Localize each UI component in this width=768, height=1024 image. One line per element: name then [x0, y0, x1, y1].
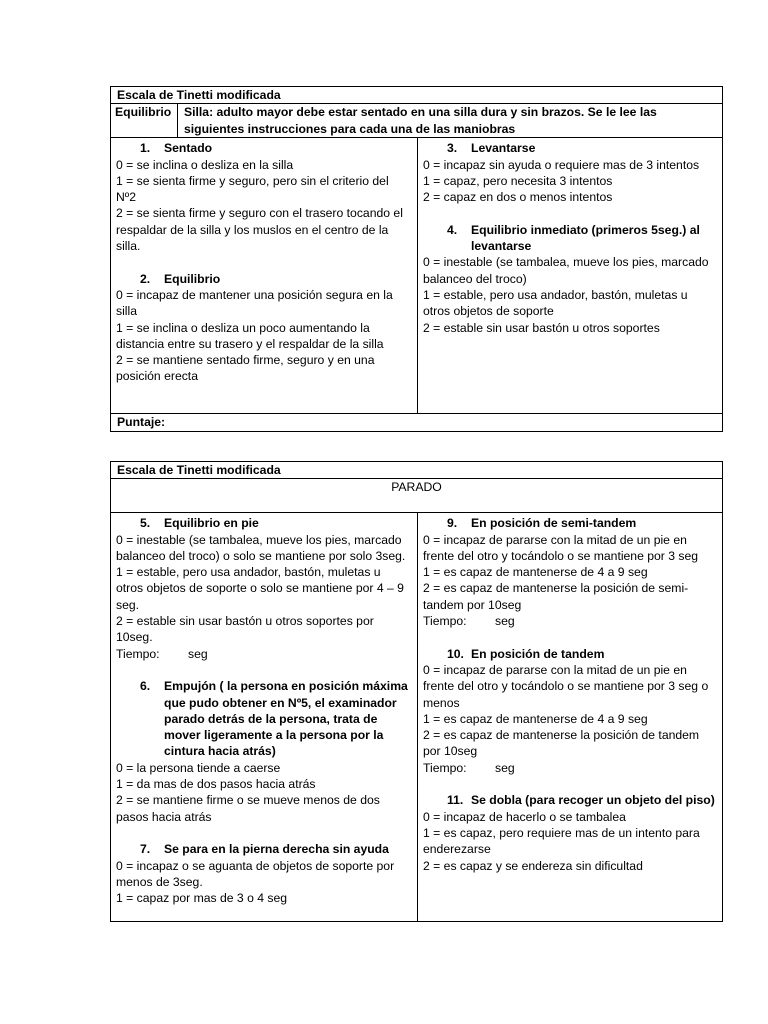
- item-heading: [423, 792, 716, 808]
- score-option: 2 = es capaz de mantenerse la posición de tandem por 10seg: [423, 728, 700, 759]
- score-option: 1 = estable, pero usa andador, bastón, muletas u otros objetos de soporte: [423, 287, 688, 319]
- tiempo-text: seg: [495, 760, 515, 775]
- score-option: 0 = incapaz sin ayuda o requiere mas de 3 intentos: [423, 157, 700, 172]
- score-option: 1 = se sienta firme y seguro, pero sin el criterio del Nº2: [116, 173, 389, 205]
- score-option: 2 = se sienta firme y seguro con el trasero tocando el respaldar de la silla y los muslos en el centro de la silla.: [116, 206, 403, 254]
- item-number: 3.: [447, 141, 458, 156]
- table-title: Escala de Tinetti modificada: [111, 87, 723, 104]
- item-title: Equilibrio: [164, 271, 221, 286]
- item-heading: [116, 271, 411, 287]
- score-option: 0 = incapaz de hacerlo o se tambalea: [423, 809, 626, 824]
- score-option: 1 = es capaz de mantenerse de 4 a 9 seg: [423, 565, 648, 580]
- table-title: Escala de Tinetti modificada: [111, 462, 723, 479]
- scale-item: [116, 841, 411, 906]
- score-option: 0 = la persona tiende a caerse: [116, 760, 281, 775]
- score-option: 1 = es capaz, pero requiere mas de un intento para enderezarse: [423, 825, 700, 857]
- score-option: 0 = inestable (se tambalea, mueve los pies, marcado balanceo del troco) o solo se mantiene por solo 3seg.: [116, 532, 406, 563]
- score-option: 2 = se mantiene firme o se mueve menos de dos pasos hacia atrás: [116, 793, 380, 824]
- item-title: Equilibrio en pie: [164, 516, 259, 531]
- score-option: 2 = capaz en dos o menos intentos: [423, 190, 613, 205]
- item-title: En posición de semi-tandem: [471, 516, 637, 531]
- scale-item: [423, 222, 716, 336]
- scale-item: [423, 792, 716, 873]
- scale-item: [423, 140, 716, 205]
- tiempo-text: Tiempo:: [116, 646, 160, 661]
- score-option: 2 = estable sin usar bastón u otros soportes: [423, 320, 660, 335]
- items-column-right: [418, 138, 723, 414]
- score-option: 0 = inestable (se tambalea, mueve los pies, marcado balanceo del troco): [423, 255, 709, 286]
- item-number: 11.: [447, 793, 464, 808]
- item-number: 10.: [447, 646, 464, 661]
- item-number: 7.: [140, 842, 151, 857]
- tinetti-table-parado: [110, 461, 723, 922]
- score-option: 2 = es capaz de mantenerse la posición de semi-tandem por 10seg: [423, 581, 689, 612]
- item-number: 4.: [447, 222, 458, 237]
- scale-item: [423, 515, 716, 629]
- item-title: Levantarse: [471, 141, 536, 156]
- score-option: 1 = es capaz de mantenerse de 4 a 9 seg: [423, 711, 648, 726]
- scale-item: [116, 271, 411, 385]
- tiempo-field: [423, 613, 716, 629]
- tiempo-field: [116, 646, 411, 662]
- item-title: Se para en la pierna derecha sin ayuda: [164, 842, 389, 857]
- tiempo-text: seg: [188, 646, 208, 661]
- item-number: 9.: [447, 516, 458, 531]
- score-option: 1 = capaz por mas de 3 o 4 seg: [116, 891, 288, 906]
- tinetti-table-sentado: [110, 86, 723, 432]
- item-heading: [116, 678, 411, 759]
- score-option: 2 = es capaz y se endereza sin dificultad: [423, 858, 643, 873]
- score-option: 0 = incapaz o se aguanta de objetos de soporte por menos de 3seg.: [116, 858, 395, 889]
- score-option: 0 = incapaz de pararse con la mitad de un pie en frente del otro y tocándolo o se mantiene por 3 seg o menos: [423, 662, 709, 710]
- tiempo-text: Tiempo:: [423, 614, 467, 629]
- items-column-right: [418, 513, 723, 922]
- score-option: 0 = incapaz de pararse con la mitad de un pie en frente del otro y tocándolo o se mantiene por 3 seg: [423, 532, 699, 563]
- item-heading: [116, 841, 411, 857]
- item-heading: [116, 515, 411, 531]
- row-label-equilibrio: Equilibrio: [111, 104, 178, 138]
- item-title: Sentado: [164, 141, 213, 156]
- scale-item: [116, 140, 411, 254]
- tiempo-text: seg: [495, 614, 515, 629]
- items-column-left: [111, 513, 418, 922]
- item-title: Se dobla (para recoger un objeto del piso): [471, 793, 715, 808]
- item-heading: [423, 646, 716, 662]
- item-heading: [116, 140, 411, 156]
- score-option: 1 = capaz, pero necesita 3 intentos: [423, 173, 613, 188]
- item-number: 5.: [140, 516, 151, 531]
- item-title: Equilibrio inmediato (primeros 5seg.) al levantarse: [471, 222, 700, 254]
- scale-item: [423, 646, 716, 776]
- score-option: 0 = incapaz de mantener una posición segura en la silla: [116, 287, 393, 319]
- score-option: 0 = se inclina o desliza en la silla: [116, 157, 294, 172]
- instructions-text: Silla: adulto mayor debe estar sentado en una silla dura y sin brazos. Se le lee las siguientes instrucciones para cada una de las maniobras: [178, 104, 723, 138]
- section-title-parado: PARADO: [111, 479, 723, 513]
- score-option: 2 = se mantiene sentado firme, seguro y en una posición erecta: [116, 353, 375, 384]
- item-heading: [423, 222, 716, 255]
- score-label: Puntaje:: [111, 414, 723, 431]
- item-heading: [423, 140, 716, 156]
- score-option: 1 = estable, pero usa andador, bastón, muletas u otros objetos de soporte o solo se mantiene por 4 – 9 seg.: [116, 565, 404, 612]
- item-number: 1.: [140, 141, 151, 156]
- item-number: 6.: [140, 679, 151, 694]
- item-number: 2.: [140, 271, 151, 286]
- item-title: En posición de tandem: [471, 646, 605, 661]
- tiempo-field: [423, 760, 716, 776]
- item-heading: [423, 515, 716, 531]
- tiempo-text: Tiempo:: [423, 760, 467, 775]
- scale-item: [116, 515, 411, 662]
- score-option: 1 = se inclina o desliza un poco aumentando la distancia entre su trasero y el respaldar de la silla: [116, 320, 384, 351]
- item-title: Empujón ( la persona en posición máxima que pudo obtener en Nº5, el examinador parado detrás de la persona, trata de mover ligeramente a la persona por la cintura hacia atrás): [164, 679, 408, 759]
- score-option: 2 = estable sin usar bastón u otros soportes por 10seg.: [116, 614, 374, 645]
- scale-item: [116, 678, 411, 825]
- score-option: 1 = da mas de dos pasos hacia atrás: [116, 777, 316, 792]
- items-column-left: [111, 138, 418, 414]
